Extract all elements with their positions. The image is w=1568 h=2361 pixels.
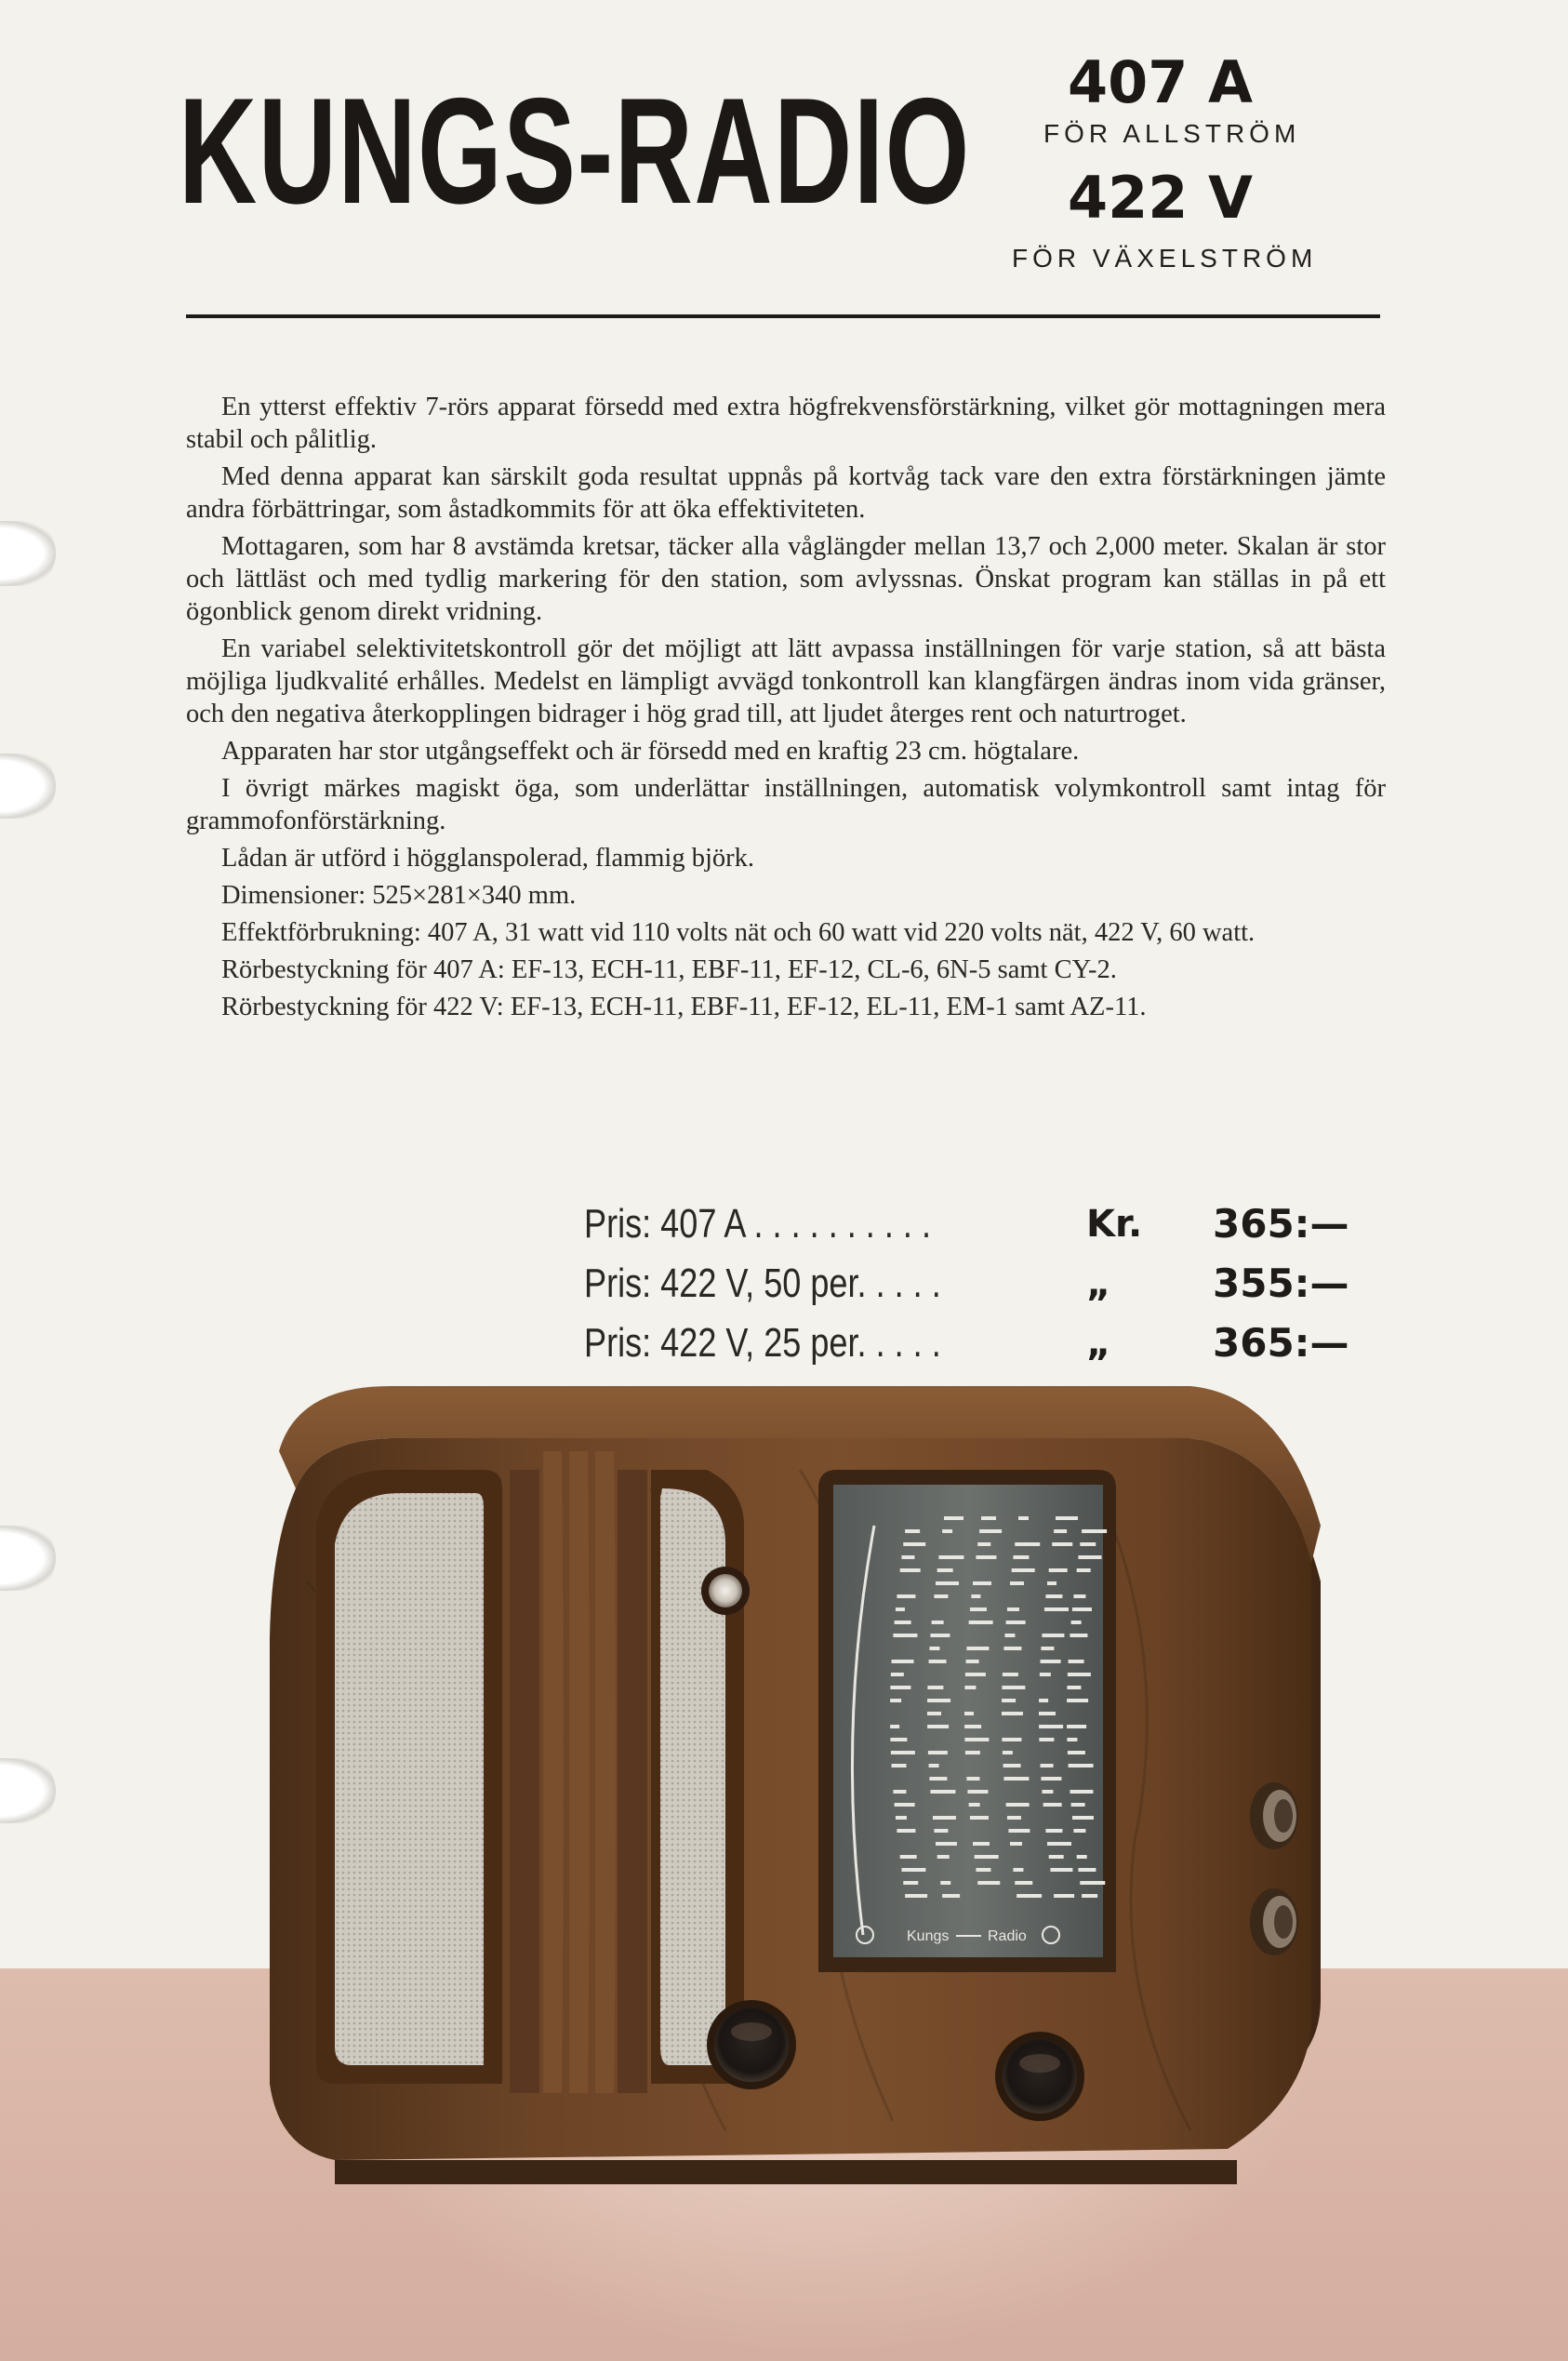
dial-mark <box>1067 1699 1088 1702</box>
dial-mark <box>1013 1555 1029 1559</box>
dial-mark <box>965 1751 980 1754</box>
paragraph: Effektförbrukning: 407 A, 31 watt vid 110 volts nät och 60 watt vid 220 volts nät, 422 V, 60 watt. <box>221 918 1256 947</box>
dial-mark <box>1077 1855 1087 1859</box>
dial-mark <box>1017 1894 1042 1898</box>
dial-mark <box>1078 1868 1096 1872</box>
dial-mark <box>934 1594 948 1598</box>
price-amount: 355:— <box>1213 1261 1349 1306</box>
dial-mark <box>1002 1686 1025 1689</box>
dial-mark <box>1080 1881 1105 1885</box>
grille-ribs <box>510 1451 647 2093</box>
dial-mark <box>1050 1868 1072 1872</box>
paragraph: Med denna apparat kan särskilt goda resultat uppnås på kortvåg tack vare den extra förstärkningen jämte andra förbättringar, som åstadkommits för att öka effektiviteten. <box>186 462 1386 524</box>
dial-mark <box>965 1673 986 1676</box>
dial-mark <box>897 1829 915 1833</box>
dial-mark <box>1003 1647 1021 1650</box>
dial-mark <box>1004 1634 1015 1637</box>
dial-mark <box>1072 1607 1092 1611</box>
dial-mark <box>1041 1647 1054 1650</box>
dial-mark <box>905 1529 920 1533</box>
dial-mark <box>964 1725 981 1728</box>
dial-mark <box>969 1803 980 1807</box>
brand-title: KUNGS-RADIO <box>179 67 971 235</box>
dial-mark <box>975 1855 999 1859</box>
paragraph: En variabel selektivitetskontroll gör det möjligt att lätt avpassa inställningen för varje station, så att bästa möjliga ljudkvalité erhålles. Medelst en lämpligt avvägd tonkontroll kan klangfärgen ändras inom vida gränser, och den negativa återkopplingen bidrager i hög grad till, att ljudet återges rent och naturtroget. <box>186 634 1386 728</box>
dial-mark <box>1044 1607 1069 1611</box>
dial-mark <box>896 1607 905 1611</box>
dial-mark <box>966 1647 989 1650</box>
dial-mark <box>891 1751 915 1754</box>
dial-mark <box>1069 1660 1084 1663</box>
dial-brand-text: Kungs <box>907 1928 950 1944</box>
dial-mark <box>1040 1673 1051 1676</box>
dial-mark <box>964 1738 989 1741</box>
dial-mark <box>967 1790 988 1794</box>
dial-mark <box>1003 1777 1029 1781</box>
dial-mark <box>1041 1764 1054 1767</box>
dial-mark <box>896 1816 907 1820</box>
price-label: Pris: 407 A . . . . . . . . . . <box>584 1201 931 1247</box>
dial-mark <box>1010 1581 1024 1585</box>
dial-mark <box>1082 1894 1097 1898</box>
dial-mark <box>903 1542 925 1546</box>
dial-mark <box>1003 1673 1018 1676</box>
dial-mark <box>890 1686 910 1689</box>
dial-mark <box>901 1555 914 1559</box>
dial-mark <box>1071 1803 1085 1807</box>
dial-mark <box>892 1660 914 1663</box>
dial-mark <box>1067 1738 1077 1741</box>
dial-mark <box>900 1855 917 1859</box>
dial-mark <box>1073 1594 1085 1598</box>
dial-mark <box>1069 1764 1094 1767</box>
dial-mark <box>1052 1542 1072 1546</box>
dial-mark <box>1045 1829 1062 1833</box>
dial-mark <box>901 1868 925 1872</box>
dial-mark <box>1041 1777 1061 1781</box>
dial-mark <box>930 1634 950 1637</box>
dial-mark <box>903 1881 918 1885</box>
dial-mark <box>979 1529 1002 1533</box>
dial-mark <box>893 1790 906 1794</box>
price-currency: „ <box>1086 1262 1111 1305</box>
dial-mark <box>977 1542 990 1546</box>
dial-mark <box>900 1568 921 1572</box>
dial-mark <box>1008 1829 1030 1833</box>
dial-mark <box>1043 1803 1062 1807</box>
dial-mark <box>970 1816 989 1820</box>
dial-mark <box>1067 1725 1086 1728</box>
dial-mark <box>929 1764 939 1767</box>
dial-mark <box>981 1516 996 1520</box>
dial-mark <box>973 1842 990 1846</box>
dial-mark <box>964 1712 974 1715</box>
radio-foot-shadow <box>1060 2160 1237 2184</box>
dial-mark <box>929 1660 947 1663</box>
dial-mark <box>966 1777 979 1781</box>
dial-mark <box>977 1881 1000 1885</box>
dial-mark <box>942 1529 952 1533</box>
dial-mark <box>940 1881 950 1885</box>
dial-mark <box>1006 1621 1026 1624</box>
dial-mark <box>890 1738 907 1741</box>
dial-mark <box>1077 1568 1091 1572</box>
dial-mark <box>1007 1607 1019 1611</box>
dial-mark <box>1070 1790 1093 1794</box>
price-currency: Kr. <box>1086 1203 1143 1246</box>
dial-mark <box>929 1647 939 1650</box>
dial-mark <box>942 1894 960 1898</box>
dial-mark <box>1010 1842 1022 1846</box>
price-currency: „ <box>1086 1322 1111 1365</box>
dial-mark <box>892 1764 907 1767</box>
dial-mark <box>1015 1542 1040 1546</box>
dial-mark <box>969 1621 993 1624</box>
dial-mark <box>964 1686 976 1689</box>
dial-mark <box>933 1816 956 1820</box>
paragraph: Mottagaren, som har 8 avstämda kretsar, täcker alla våglängder mellan 13,7 och 2,000 meter. Skalan är stor och lättläst och med tydlig markering för den station, som avlyssnas. Önskat program kan ställas in på ett ögonblick genom direkt vridning. <box>186 532 1386 626</box>
dial-mark <box>1002 1699 1016 1702</box>
paragraph: Dimensioner: 525×281×340 mm. <box>221 881 577 910</box>
dial-mark <box>1042 1790 1053 1794</box>
dial-mark <box>937 1855 950 1859</box>
dial-mark <box>1013 1868 1023 1872</box>
dial-mark <box>890 1725 899 1728</box>
dial-mark <box>1002 1712 1023 1715</box>
dial-mark <box>1039 1699 1048 1702</box>
dial-mark <box>1078 1555 1101 1559</box>
dial-mark <box>1071 1621 1082 1624</box>
dial-mark <box>1049 1855 1064 1859</box>
dial-mark <box>1039 1725 1063 1728</box>
dial-mark <box>928 1751 948 1754</box>
dial-mark <box>1070 1634 1087 1637</box>
paragraph: Rörbestyckning för 422 V: EF-13, ECH-11, EBF-11, EF-12, EL-11, EM-1 samt AZ-11. <box>221 993 1147 1021</box>
dial-mark <box>1082 1529 1107 1533</box>
dial-mark <box>897 1594 915 1598</box>
dial-mark <box>927 1725 949 1728</box>
dial-radio-text: Radio <box>988 1928 1027 1944</box>
dial-mark <box>930 1790 955 1794</box>
radio-foot-shadow <box>335 2160 1060 2184</box>
price-label: Pris: 422 V, 50 per. . . . . <box>584 1261 941 1306</box>
price-amount: 365:— <box>1213 1201 1349 1247</box>
dial-mark <box>1049 1568 1068 1572</box>
dial-mark <box>1073 1829 1085 1833</box>
dial-mark <box>944 1516 963 1520</box>
dial-mark <box>1054 1529 1067 1533</box>
current-vaxelstrom: FÖR VÄXELSTRÖM <box>1012 244 1318 273</box>
magic-eye-icon <box>709 1574 742 1607</box>
dial-mark <box>1054 1894 1074 1898</box>
paragraph: I övrigt märkes magiskt öga, som underlättar inställningen, automatisk volymkontroll samt intag för grammofonförstärkning. <box>186 774 1386 835</box>
dial-mark <box>1042 1634 1064 1637</box>
dial-mark <box>1045 1594 1062 1598</box>
dial-mark <box>891 1673 904 1676</box>
dial-mark <box>937 1568 953 1572</box>
price-amount: 365:— <box>1213 1320 1349 1366</box>
dial-mark <box>1080 1542 1096 1546</box>
tuning-dial <box>833 1485 1103 1957</box>
dial-mark <box>895 1803 915 1807</box>
paragraph: En ytterst effektiv 7-rörs apparat försedd med extra högfrekvensförstärkning, vilket gör mottagningen mera stabil och pålitlig. <box>186 393 1386 454</box>
dial-mark <box>1047 1581 1056 1585</box>
dial-mark <box>1056 1516 1078 1520</box>
waveband-knob[interactable] <box>1250 1888 1298 1955</box>
dial-mark <box>1006 1803 1030 1807</box>
dial-mark <box>927 1699 950 1702</box>
dial-mark <box>966 1660 979 1663</box>
paragraph: Apparaten har stor utgångseffekt och är försedd med en kraftig 23 cm. högtalare. <box>221 737 1080 766</box>
speaker-cloth-left <box>335 1493 484 2065</box>
dial-mark <box>970 1607 987 1611</box>
dial-mark <box>1015 1881 1032 1885</box>
dial-mark <box>893 1634 917 1637</box>
volume-knob[interactable] <box>707 2000 796 2089</box>
dial-mark <box>890 1699 901 1702</box>
dial-mark <box>1012 1568 1035 1572</box>
dial-mark <box>938 1555 963 1559</box>
dial-mark <box>927 1686 943 1689</box>
dial-mark <box>1018 1516 1029 1520</box>
dial-mark <box>976 1555 996 1559</box>
dial-mark <box>1041 1660 1061 1663</box>
dial-mark <box>1047 1842 1071 1846</box>
current-allstrom: FÖR ALLSTRÖM <box>1043 119 1301 148</box>
dial-mark <box>1067 1686 1081 1689</box>
dial-mark <box>927 1712 941 1715</box>
dial-mark <box>895 1621 911 1624</box>
dial-mark <box>1068 1673 1091 1676</box>
dial-mark <box>1007 1816 1021 1820</box>
dial-mark <box>1039 1738 1054 1741</box>
dial-mark <box>1068 1751 1085 1754</box>
dial-mark <box>971 1594 980 1598</box>
model-422v: 422 V <box>1068 164 1253 232</box>
dial-mark <box>936 1842 957 1846</box>
dial-mark <box>973 1581 991 1585</box>
dial-mark <box>934 1829 948 1833</box>
dial-mark <box>976 1868 990 1872</box>
tone-knob[interactable] <box>995 2032 1084 2121</box>
dial-mark <box>1003 1764 1021 1767</box>
paragraph: Rörbestyckning för 407 A: EF-13, ECH-11, EBF-11, EF-12, CL-6, 6N-5 samt CY-2. <box>221 955 1117 984</box>
price-label: Pris: 422 V, 25 per. . . . . <box>584 1320 941 1366</box>
paragraph: Lådan är utförd i högglanspolerad, flammig björk. <box>221 844 755 873</box>
dial-mark <box>905 1894 927 1898</box>
dial-mark <box>929 1777 947 1781</box>
dial-mark <box>1072 1816 1094 1820</box>
tuning-knob[interactable] <box>1250 1782 1298 1849</box>
dial-mark <box>1002 1738 1021 1741</box>
dial-mark <box>936 1581 959 1585</box>
dial-mark <box>1003 1751 1013 1754</box>
dial-mark <box>1039 1712 1056 1715</box>
dial-mark <box>932 1621 944 1624</box>
model-407a: 407 A <box>1068 48 1253 116</box>
